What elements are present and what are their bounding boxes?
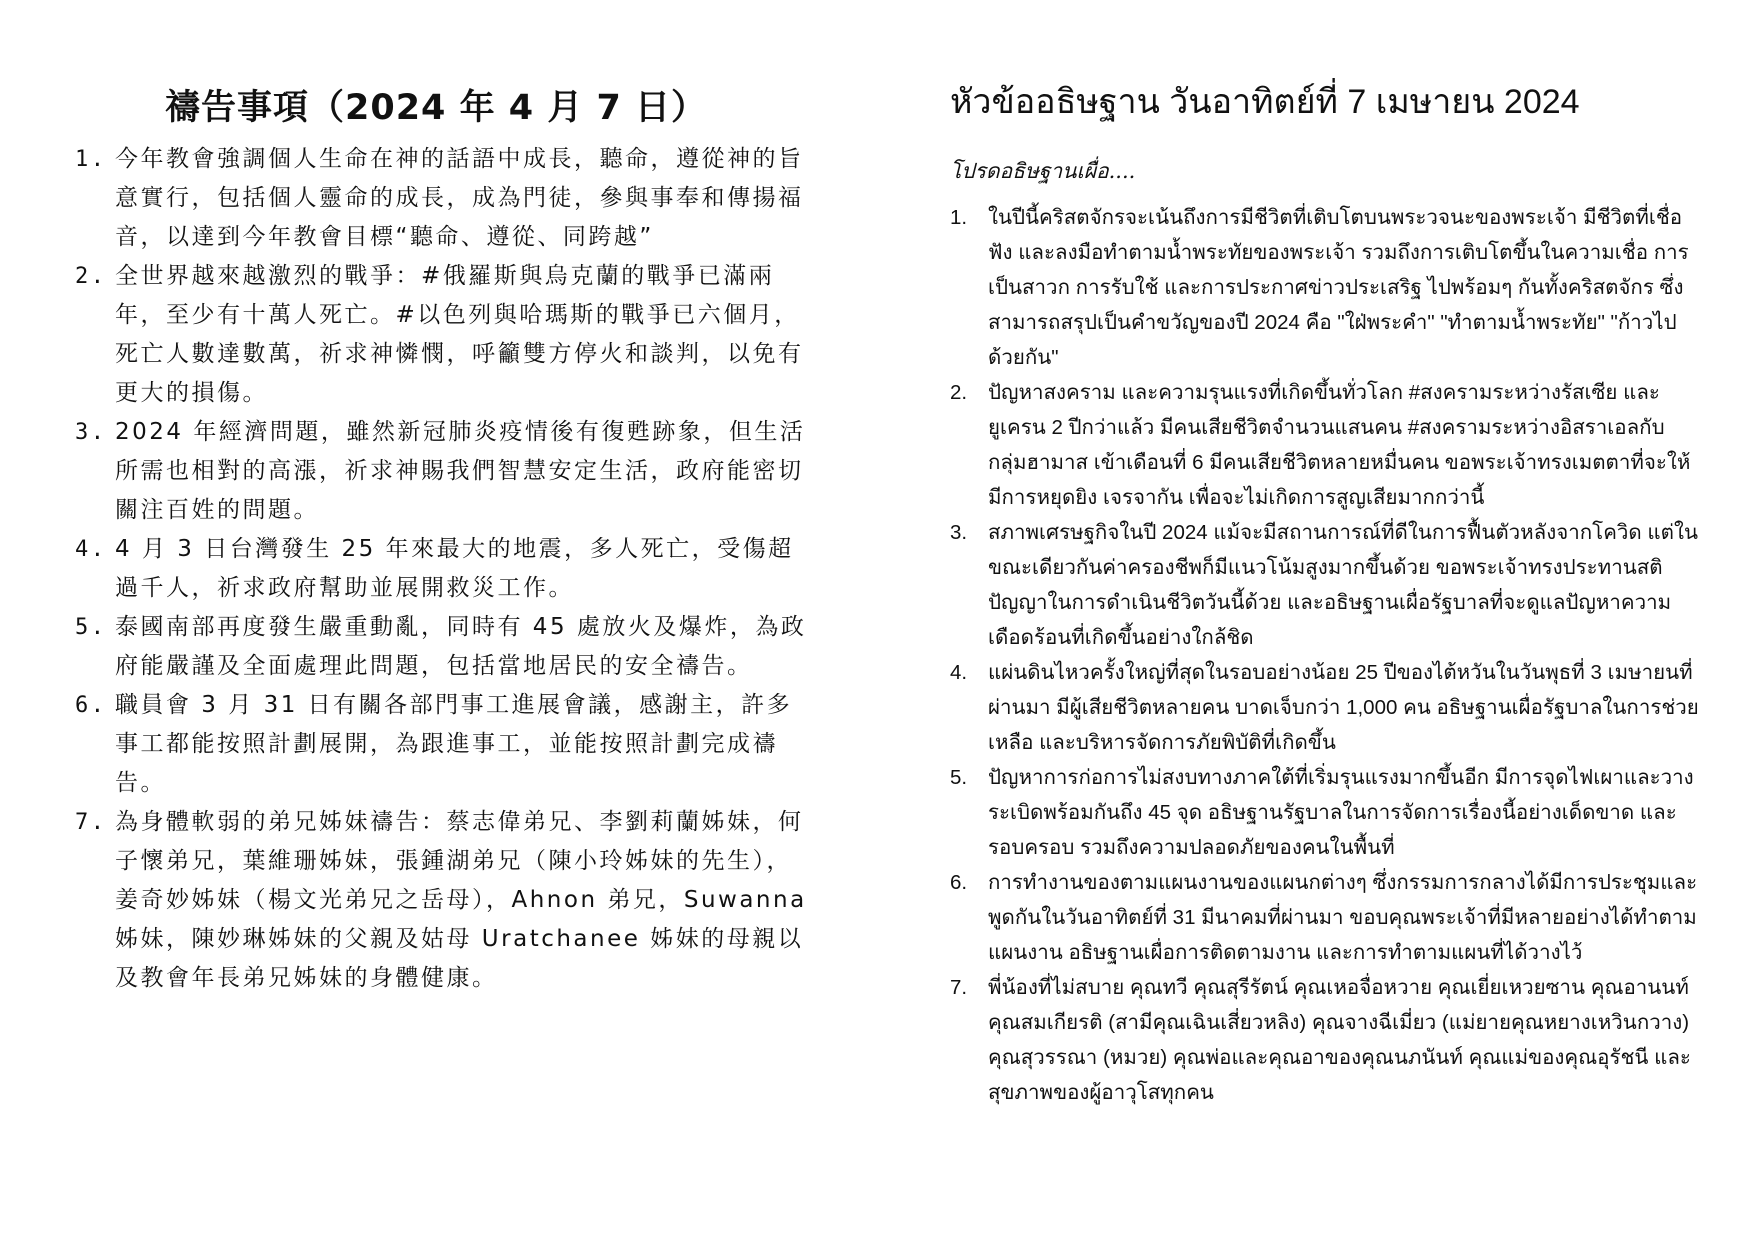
list-item — [950, 655, 1700, 760]
item-number: 2. — [950, 381, 968, 404]
list-item — [70, 608, 810, 686]
item-text: ปัญหาการก่อการไม่สงบทางภาคใต้ที่เริ่มรุนแรงมากขึ้นอีก มีการจุดไฟเผาและวางระเบิดพร้อมกันถึง 45 จุด อธิษฐานรัฐบาลในการจัดการเรื่องนี้อย่างเด็ดขาด และรอบครอบ รวมถึงความปลอดภัยของคนในพื้นที่ — [988, 766, 1694, 859]
item-number: 4. — [75, 537, 107, 562]
item-number: 5. — [950, 766, 968, 789]
chinese-prayer-list — [70, 140, 810, 998]
item-text: แผ่นดินไหวครั้งใหญ่ที่สุดในรอบอย่างน้อย 25 ปีของไต้หวันในวันพุธที่ 3 เมษายนที่ผ่านมา มีผู้เสียชีวิตหลายคน บาดเจ็บกว่า 1,000 คน อธิษฐานเผื่อรัฐบาลในการช่วยเหลือ และบริหารจัดการภัยพิบัติที่เกิดขึ้น — [988, 661, 1699, 754]
list-item — [950, 760, 1700, 865]
item-number: 5. — [75, 615, 107, 640]
item-text: ปัญหาสงคราม และความรุนแรงที่เกิดขึ้นทั่วโลก #สงครามระหว่างรัสเซีย และยูเครน 2 ปีกว่าแล้ว มีคนเสียชีวิตจำนวนแสนคน #สงครามระหว่างอิสราเอลกับกลุ่มฮามาส เข้าเดือนที่ 6 มีคนเสียชีวิตหลายหมื่นคน ขอพระเจ้าทรงเมตตาที่จะให้มีการหยุดยิง เจรจากัน เพื่อจะไม่เกิดการสูญเสียมากกว่านี้ — [988, 381, 1691, 509]
thai-prayer-list — [950, 200, 1700, 1110]
item-number: 3. — [75, 420, 107, 445]
thai-intro: โปรดอธิษฐานเผื่อ.... — [950, 159, 1136, 183]
item-number: 3. — [950, 521, 968, 544]
list-item — [70, 257, 810, 413]
item-number: 4. — [950, 661, 968, 684]
item-text: 職員會 3 月 31 日有關各部門事工進展會議，感謝主，許多事工都能按照計劃展開，為跟進事工，並能按照計劃完成禱告。 — [115, 692, 793, 796]
item-text: การทำงานของตามแผนงานของแผนกต่างๆ ซึ่งกรรมการกลางได้มีการประชุมและพูดกันในวันอาทิตย์ที่ 31 มีนาคมที่ผ่านมา ขอบคุณพระเจ้าที่มีหลายอย่างได้ทำตามแผนงาน อธิษฐานเผื่อการติดตามงาน และการทำตามแผนที่ได้วางไว้ — [988, 871, 1698, 964]
item-number: 6. — [950, 871, 968, 894]
list-item — [70, 803, 810, 998]
item-text: สภาพเศรษฐกิจในปี 2024 แม้จะมีสถานการณ์ที่ดีในการฟื้นตัวหลังจากโควิด แต่ในขณะเดียวกันค่าครองชีพก็มีแนวโน้มสูงมากขึ้นด้วย ขอพระเจ้าทรงประทานสติปัญญาในการดำเนินชีวิตวันนี้ด้วย และอธิษฐานเผื่อรัฐบาลที่จะดูแลปัญหาความเดือดร้อนที่เกิดขึ้นอย่างใกล้ชิด — [988, 521, 1698, 649]
item-number: 6. — [75, 693, 107, 718]
item-text: 泰國南部再度發生嚴重動亂，同時有 45 處放火及爆炸，為政府能嚴謹及全面處理此問題，包括當地居民的安全禱告。 — [115, 614, 807, 679]
list-item — [70, 686, 810, 803]
chinese-title: 禱告事項（2024 年 4 月 7 日） — [165, 88, 708, 128]
list-item — [70, 140, 810, 257]
item-number: 7. — [950, 976, 968, 999]
item-text: 全世界越來越激烈的戰爭：#俄羅斯與烏克蘭的戰爭已滿兩年，至少有十萬人死亡。#以色列與哈瑪斯的戰爭已六個月，死亡人數達數萬，祈求神憐憫，呼籲雙方停火和談判，以免有更大的損傷。 — [115, 263, 804, 406]
list-item — [950, 375, 1700, 515]
list-item — [70, 530, 810, 608]
item-number: 1. — [950, 206, 968, 229]
item-text: 4 月 3 日台灣發生 25 年來最大的地震，多人死亡，受傷超過千人，祈求政府幫助並展開救災工作。 — [115, 536, 794, 601]
list-item — [70, 413, 810, 530]
list-item — [950, 970, 1700, 1110]
item-text: 2024 年經濟問題，雖然新冠肺炎疫情後有復甦跡象，但生活所需也相對的高漲，祈求神賜我們智慧安定生活，政府能密切關注百姓的問題。 — [115, 419, 806, 523]
item-number: 2. — [75, 264, 107, 289]
item-text: พี่น้องที่ไม่สบาย คุณทวี คุณสุรีรัตน์ คุณเหอจื่อหวาย คุณเยี่ยเหวยซาน คุณอานนท์ คุณสมเกียรติ (สามีคุณเฉินเสี่ยวหลิง) คุณจางฉีเมี่ยว (แม่ยายคุณหยางเหวินกวาง) คุณสุวรรณา (หมวย) คุณพ่อและคุณอาของคุณนภนันท์ คุณแม่ของคุณอุรัชนี และสุขภาพของผู้อาวุโสทุกคน — [988, 976, 1691, 1104]
item-text: 今年教會強調個人生命在神的話語中成長，聽命，遵從神的旨意實行，包括個人靈命的成長，成為門徒，參與事奉和傳揚福音，以達到今年教會目標“聽命、遵從、同跨越” — [115, 146, 804, 250]
item-number: 7. — [75, 810, 107, 835]
list-item — [950, 865, 1700, 970]
item-text: ในปีนี้คริสตจักรจะเน้นถึงการมีชีวิตที่เติบโตบนพระวจนะของพระเจ้า มีชีวิตที่เชื่อฟัง และลงมือทำตามน้ำพระทัยของพระเจ้า รวมถึงการเติบโตขึ้นในความเชื่อ การเป็นสาวก การรับใช้ และการประกาศข่าวประเสริฐ ไปพร้อมๆ กันทั้งคริสตจักร ซึ่งสามารถสรุปเป็นคำขวัญของปี 2024 คือ "ใฝ่พระคำ" "ทำตามน้ำพระทัย" "ก้าวไปด้วยกัน" — [988, 206, 1689, 369]
item-text: 為身體軟弱的弟兄姊妹禱告：蔡志偉弟兄、李劉莉蘭姊妹，何子懷弟兄，葉維珊姊妹，張鍾湖弟兄（陳小玲姊妹的先生），姜奇妙姊妹（楊文光弟兄之岳母），Ahnon 弟兄，Suwanna 姊妹，陳妙琳姊妹的父親及姑母 Uratchanee 姊妹的母親以及教會年長弟兄姊妹的身體健康。 — [115, 809, 807, 991]
item-number: 1. — [75, 147, 107, 172]
thai-title: หัวข้ออธิษฐาน วันอาทิตย์ที่ 7 เมษายน 2024 — [950, 83, 1580, 121]
list-item — [950, 515, 1700, 655]
list-item — [950, 200, 1700, 375]
